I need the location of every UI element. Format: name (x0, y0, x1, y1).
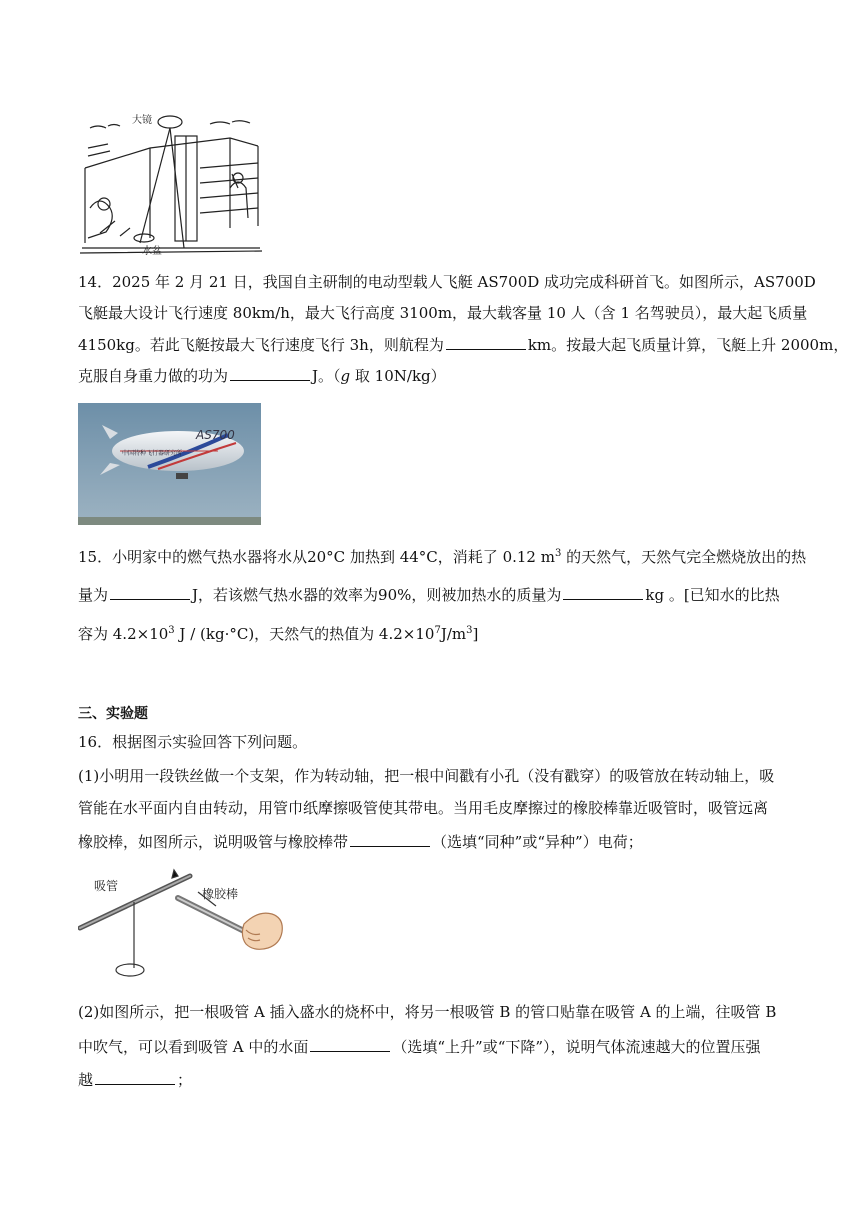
q15-line-2-text: 量为 (78, 586, 109, 604)
q14-line-3-tail: km。按最大起飞质量计算，飞艇上升 2000m， (527, 336, 849, 354)
q15-line-3-mid: J / (kg·°C)，天然气的热值为 4.2×10 (174, 625, 435, 643)
q15-temp-end: 44°C (399, 548, 438, 566)
section-title: 三、实验题 (78, 706, 148, 722)
q14-line-1: 14．2025 年 2 月 21 日，我国自主研制的电动型载人飞艇 AS700D 成功完成科研首飞。如图所示，AS700D (78, 273, 816, 291)
q16-p2-line-3-tail: ； (177, 1071, 193, 1089)
q16-p1-line-3-text: 橡胶棒，如图所示，说明吸管与橡胶棒带 (78, 833, 349, 851)
q15-line-1-sup: 3 (554, 548, 562, 559)
q15-line-3-unit: J/m (440, 625, 467, 643)
straw-rod-diagram (78, 868, 288, 982)
sun-mirror-label-bottom: 水盆 (142, 246, 162, 256)
q14-line-4-tail: 取 10N/kg） (350, 367, 446, 385)
q16-p2-line-2-text: 中吹气，可以看到吸管 A 中的水面 (78, 1038, 309, 1056)
q15-line-3-sup-2: 7 (434, 625, 441, 636)
q15-line-3-sup-3: 3 (466, 625, 473, 636)
q16-water-level-blank[interactable] (310, 1037, 390, 1052)
q16-p2-line-3-text: 越 (78, 1071, 94, 1089)
q15-line-2 (78, 585, 780, 605)
q15-line-1-text: 15．小明家中的燃气热水器将水从 (78, 548, 308, 566)
q16-pressure-blank[interactable] (95, 1070, 175, 1085)
q15-temp-start: 20°C (307, 548, 346, 566)
q16-charge-blank[interactable] (350, 832, 430, 847)
q16-p1-line-3 (78, 832, 643, 852)
q15-line-3-text: 容为 4.2×10 (78, 625, 169, 643)
airship-label-side: 中国特种飞行器研究所 (122, 450, 183, 457)
sun-mirror-illustration (80, 108, 262, 256)
q15-line-2-tail: kg 。[已知水的比热 (645, 586, 780, 604)
q14-line-2: 飞艇最大设计飞行速度 80km/h，最大飞行高度 3100m，最大载客量 10 人（含 1 名驾驶员），最大起飞质量 (78, 304, 808, 322)
q15-mass-blank[interactable] (563, 585, 643, 600)
airship-label-main: AS700 (196, 428, 235, 442)
q16-p1-line-3-tail: （选填“同种”或“异种”）电荷； (432, 833, 643, 851)
straw-label: 吸管 (94, 879, 119, 893)
airship-photo (78, 403, 261, 525)
q14-line-3 (78, 335, 848, 355)
q14-line-4-text: 克服自身重力做的功为 (78, 367, 229, 385)
sun-mirror-label-top: 大镜 (132, 115, 152, 126)
q15-line-3-tail: ] (472, 625, 479, 643)
q16-p2-line-2 (78, 1037, 761, 1057)
q15-line-1 (78, 547, 806, 567)
q15-line-1-gas: ，消耗了 0.12 m (437, 548, 555, 566)
q14-line-4-unit: J。（ (312, 367, 341, 385)
q14-line-4 (78, 366, 446, 386)
q16-p1-line-2: 管能在水平面内自由转动，用管巾纸摩擦吸管使其带电。当用毛皮摩擦过的橡胶棒靠近吸管时，吸管远离 (78, 799, 769, 817)
q16-p1-line-1: (1)小明用一段铁丝做一个支架，作为转动轴，把一根中间戳有小孔（没有戳穿）的吸管放在转动轴上，吸 (78, 767, 775, 785)
q15-line-3-sup-1: 3 (168, 625, 175, 636)
q14-range-blank[interactable] (446, 335, 526, 350)
q14-work-blank[interactable] (230, 366, 310, 381)
q16-p2-line-1: (2)如图所示，把一根吸管 A 插入盛水的烧杯中，将另一根吸管 B 的管口贴靠在吸管 A 的上端，往吸管 B (78, 1003, 777, 1021)
q14-g-symbol: g (340, 367, 351, 385)
q15-line-1-tail: 的天然气，天然气完全燃烧放出的热 (561, 548, 807, 566)
q16-p2-line-2-tail: （选填“上升”或“下降”），说明气体流速越大的位置压强 (392, 1038, 761, 1056)
q15-line-3 (78, 624, 478, 644)
q15-line-2-mid: J，若该燃气热水器的效率为90%，则被加热水的质量为 (192, 586, 562, 604)
q16-p2-line-3 (78, 1070, 192, 1090)
q16-intro: 16．根据图示实验回答下列问题。 (78, 733, 308, 751)
q15-heat-blank[interactable] (110, 585, 190, 600)
q15-line-1-mid: 加热到 (345, 548, 400, 566)
rubber-rod-label: 橡胶棒 (202, 887, 239, 901)
q14-line-3-text: 4150kg。若此飞艇按最大飞行速度飞行 3h，则航程为 (78, 336, 444, 354)
